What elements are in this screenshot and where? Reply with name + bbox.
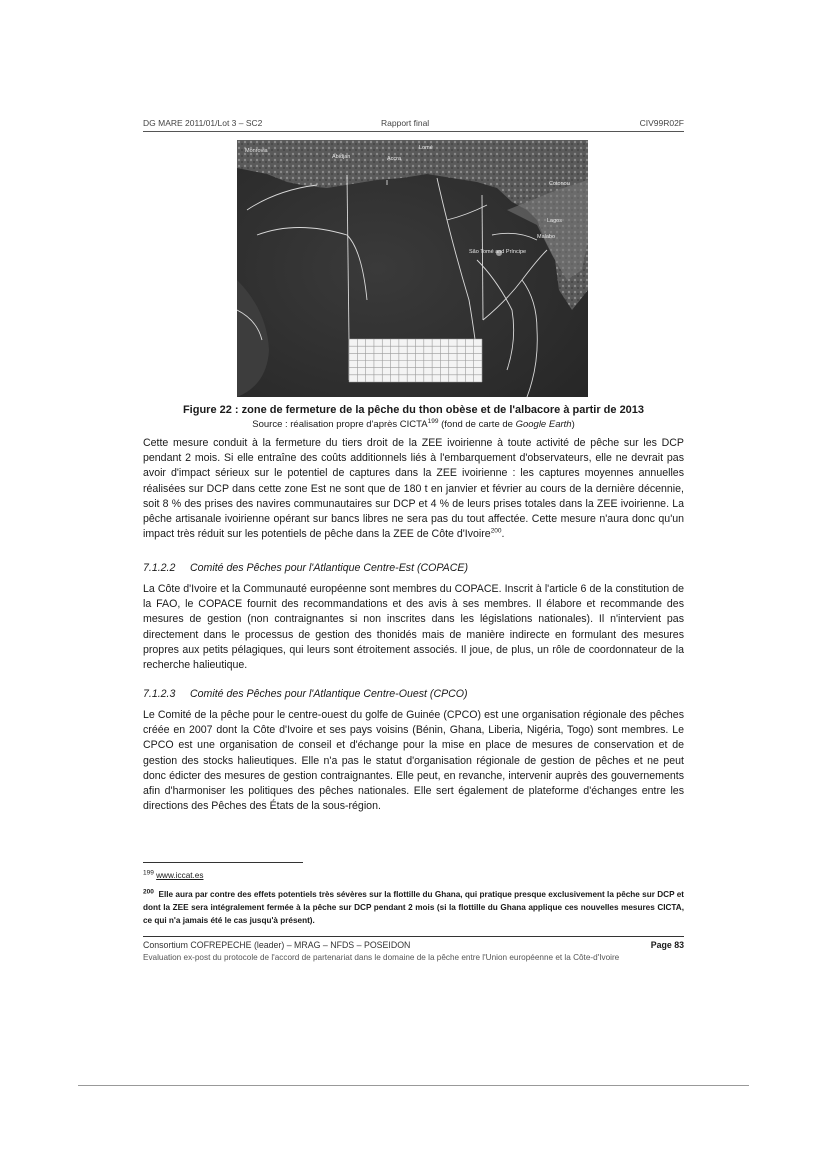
figure-source <box>143 419 684 430</box>
running-header <box>143 118 684 132</box>
map-label: Lagos <box>547 218 562 224</box>
iccat-link[interactable]: www.iccat.es <box>156 871 204 880</box>
map-label: São Tomé and Príncipe <box>469 249 527 255</box>
page-number: Page 83 <box>650 940 684 950</box>
source-italic: Google Earth <box>515 419 572 430</box>
footer-consortium: Consortium COFREPECHE (leader) – MRAG – NFDS – POSEIDON <box>143 940 411 950</box>
header-right: CIV99R02F <box>639 118 684 128</box>
map-label: Abidjan <box>332 154 351 160</box>
section-heading-copace <box>143 562 684 574</box>
section-title: Comité des Pêches pour l'Atlantique Centre-Est (COPACE) <box>190 562 468 574</box>
footnote-text: Elle aura par contre des effets potentiels très sévères sur la flottille du Ghana, qui pratique presque exclusivement la pêche sur DCP et dont la ZEE sera intégralement fermée à la pêche sur DCP pendant 2 mois (si la flottille du Ghana applique ces nouvelles mesures CICTA, ce qui n'a jamais été le cas jusqu'à présent). <box>143 890 684 925</box>
map-label: Accra <box>387 156 402 162</box>
map-label: Monrovia <box>245 148 268 154</box>
footnote-rule <box>143 862 303 863</box>
map-svg <box>237 140 588 397</box>
footnote-199 <box>143 869 684 882</box>
footnote-ref-200[interactable]: 200 <box>490 527 502 535</box>
section-number: 7.1.2.2 <box>143 562 176 574</box>
footer-rule <box>143 936 684 937</box>
section-heading-cpco <box>143 688 684 700</box>
satellite-map-figure <box>237 140 588 397</box>
footer-subtitle: Evaluation ex-post du protocole de l'accord de partenariat dans le domaine de la pêche entre l'Union européenne et la Côte-d'Ivoire <box>143 953 620 962</box>
figure-caption: Figure 22 : zone de fermeture de la pêche du thon obèse et de l'albacore à partir de 2013 <box>182 404 645 416</box>
paragraph-end: . <box>501 528 505 541</box>
header-center: Rapport final <box>381 118 430 128</box>
source-prefix: Source : réalisation propre d'après CICTA <box>252 419 428 430</box>
source-mid: (fond de carte de <box>438 419 516 430</box>
section-title: Comité des Pêches pour l'Atlantique Centre-Ouest (CPCO) <box>190 688 468 700</box>
footnote-ref-199[interactable]: 199 <box>427 417 439 425</box>
paragraph-copace: La Côte d'Ivoire et la Communauté européenne sont membres du COPACE. Inscrit à l'article 6 de la constitution de la FAO, le COPACE fournit des recommandations et des avis à ses membres. Il élabore et recommande des mesures de gestion (non contraignantes si non inscrites dans les législations nationales). Il n'intervient pas directement dans le processus de gestion des thonidés mais de manière indirecte en formulant des mesures propres aux petits pélagiques, qui leurs sont étroitement associés. Il joue, de plus, un rôle de coordonnateur de la recherche halieutique. <box>143 583 684 672</box>
paragraph-cpco: Le Comité de la pêche pour le centre-ouest du golfe de Guinée (CPCO) est une organisation régionale des pêches créée en 2007 dont la Côte d'Ivoire et ses pays voisins (Bénin, Ghana, Liberia, Nigéria, Togo) sont membres. Le CPCO est une organisation de conseil et d'échange pour la mise en place de mesures de conservation et de gestion des stocks halieutiques. Elle n'a pas le statut d'organisation régionale de gestion de pêches et ne peut donc édicter des mesures de gestion contraignantes. Elle peut, en revanche, intervenir auprès des gouvernements afin d'harmoniser les politiques des pêches nationales. Elle sert également de plateforme d'échanges entre les directions des Pêches des États de la sous-région. <box>143 709 684 813</box>
map-label: Lomé <box>419 145 433 151</box>
paragraph-text: Cette mesure conduit à la fermeture du tiers droit de la ZEE ivoirienne à toute activité de pêche sur les DCP pendant 2 mois. Si elle entraîne des coûts additionnels liés à l'embarquement d'observateurs, elle ne devrait pas avoir d'impact sérieux sur le potentiel de captures dans la ZEE ivoirienne : les captures moyennes annuelles réalisées sur DCP dans cette zone Est ne sont que de 180 t en janvier et février au cours de la dernière décennie, soit 8 % des prises des navires communautaires sur DCP et 4 % de leurs prises totales dans la ZEE ivoirienne. La pêche artisanale ivoirienne opérant sur bancs libres ne sera pas du tout affectée. Cette mesure n'aura donc qu'un impact très réduit sur les potentiels de pêche dans la ZEE de Côte d'Ivoire <box>143 437 684 541</box>
footnote-number: 200 <box>143 888 154 896</box>
section-number: 7.1.2.3 <box>143 688 176 700</box>
footer-consortium-line <box>143 940 684 950</box>
paragraph-closure-impact <box>143 436 684 542</box>
header-rule <box>143 131 684 132</box>
source-end: ) <box>571 419 575 430</box>
closure-zone-grid <box>349 339 482 382</box>
footnote-number: 199 <box>143 869 154 877</box>
header-left: DG MARE 2011/01/Lot 3 – SC2 <box>143 118 263 128</box>
page-bottom-rule <box>78 1085 749 1086</box>
footnote-200 <box>143 888 684 927</box>
map-label: Cotonou <box>549 181 570 187</box>
map-label: Malabo <box>537 234 556 240</box>
